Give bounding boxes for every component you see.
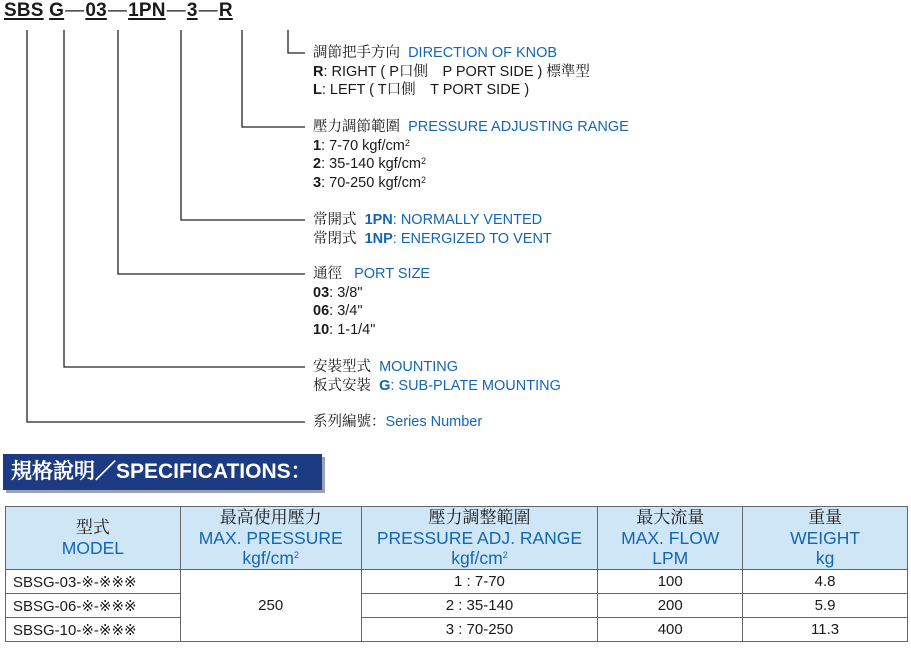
header-weight [743,507,908,570]
cell-model: SBSG-06-※-※※※ [6,594,181,618]
cell-max-pressure: 250 [180,570,361,642]
code-port: 03 [85,0,107,21]
header-flow [598,507,743,570]
series-section [313,413,482,432]
code-vent: 1PN [128,0,166,21]
superscript: 2 [293,550,299,560]
pressure-r2-key: 2 [313,156,322,172]
cell-range: 2 : 35-140 [361,594,598,618]
vent-key1: 1PN [364,212,393,228]
knob-r-text: : RIGHT ( P口側 P PORT SIDE ) 標準型 [323,63,590,80]
table-row [6,570,908,594]
cell-flow: 200 [598,594,743,618]
header-zh: 型式 [75,518,110,537]
port-title-en: PORT SIZE [354,266,431,282]
header-zh: 壓力調整範圍 [428,508,531,527]
header-unit: kgf/cm [242,548,294,568]
code-mounting: G [49,0,65,21]
code-dash: — [198,0,218,21]
pressure-r3-text: : 70-250 kgf/cm [321,174,422,191]
cell-flow: 100 [598,570,743,594]
superscript: 2 [502,550,508,560]
header-pressure [180,507,361,570]
spec-table [5,506,908,642]
mount-en2: : SUB-PLATE MOUNTING [390,377,561,394]
superscript: 2 [421,174,427,185]
port-section [313,265,430,339]
cell-model: SBSG-10-※-※※※ [6,618,181,642]
mount-title-zh: 安裝型式 [313,359,371,375]
mount-key: G [379,377,391,394]
header-unit: kgf/cm [451,548,503,568]
superscript: 2 [404,137,410,148]
header-zh: 最大流量 [636,508,705,527]
mount-section [313,358,561,395]
mount-title-en: MOUNTING [379,359,458,375]
vent-zh1: 常開式 [313,212,357,228]
header-en: MODEL [61,538,124,558]
pressure-section [313,118,629,192]
port-p1-key: 03 [313,284,330,301]
port-p2-key: 06 [313,303,330,319]
cell-weight: 5.9 [743,594,908,618]
vent-key2: 1NP [364,230,393,247]
pressure-r1-key: 1 [313,137,322,154]
header-range [361,507,598,570]
cell-weight: 4.8 [743,570,908,594]
vent-section [313,211,552,248]
port-title-zh: 通徑 [313,266,342,282]
header-en: MAX. FLOW [621,528,720,548]
spec-title: 規格說明／SPECIFICATIONS： [3,454,322,490]
header-zh: 最高使用壓力 [219,508,322,527]
port-p2-text: : 3/4" [329,303,363,319]
pressure-title-en: PRESSURE ADJUSTING RANGE [408,119,629,135]
header-en: WEIGHT [790,528,861,548]
code-dash: — [65,0,85,21]
vent-en1: : NORMALLY VENTED [392,212,543,228]
cell-weight: 11.3 [743,618,908,642]
pressure-title-zh: 壓力調節範圍 [313,119,400,135]
code-pressure: 3 [186,0,198,21]
vent-en2: : ENERGIZED TO VENT [392,230,552,247]
code-knob: R [218,0,233,21]
code-dash: — [166,0,186,21]
code-dash: — [107,0,128,21]
series-zh: 系列編號： [313,414,386,430]
pressure-r1-text: : 7-70 kgf/cm [321,137,405,154]
leader-pressure [242,30,305,127]
cell-model: SBSG-03-※-※※※ [6,570,181,594]
knob-section [313,44,590,100]
code-series: SBS [4,0,44,21]
knob-r-key: R [313,63,324,80]
port-p3-text: : 1-1/4" [329,321,376,338]
header-unit: kg [815,548,835,568]
mount-zh2: 板式安裝 [313,377,371,394]
leader-vent [181,30,305,220]
knob-l-text: : LEFT ( T口側 T PORT SIDE ) [321,82,530,98]
table-row [6,594,908,618]
leader-port [118,30,305,274]
port-p1-text: : 3/8" [329,284,363,301]
vent-zh2: 常閉式 [313,230,357,247]
leader-series [27,30,305,422]
header-en: PRESSURE ADJ. RANGE [376,528,583,548]
port-p3-key: 10 [313,321,330,338]
header-zh: 重量 [808,508,843,527]
cell-range: 3 : 70-250 [361,618,598,642]
table-row [6,618,908,642]
header-en: MAX. PRESSURE [198,528,343,548]
leader-mounting [64,30,305,367]
pressure-r3-key: 3 [313,174,322,191]
leader-knob [288,30,305,53]
header-model [6,507,181,570]
header-unit: LPM [652,548,689,568]
cell-range: 1 : 7-70 [361,570,598,594]
knob-title-en: DIRECTION OF KNOB [408,45,558,61]
pressure-r2-text: : 35-140 kgf/cm [321,156,422,172]
knob-title-zh: 調節把手方向 [313,45,400,61]
series-en: Series Number [385,414,483,430]
cell-flow: 400 [598,618,743,642]
superscript: 2 [421,156,427,166]
knob-l-key: L [313,82,322,98]
table-header-row [6,507,908,570]
